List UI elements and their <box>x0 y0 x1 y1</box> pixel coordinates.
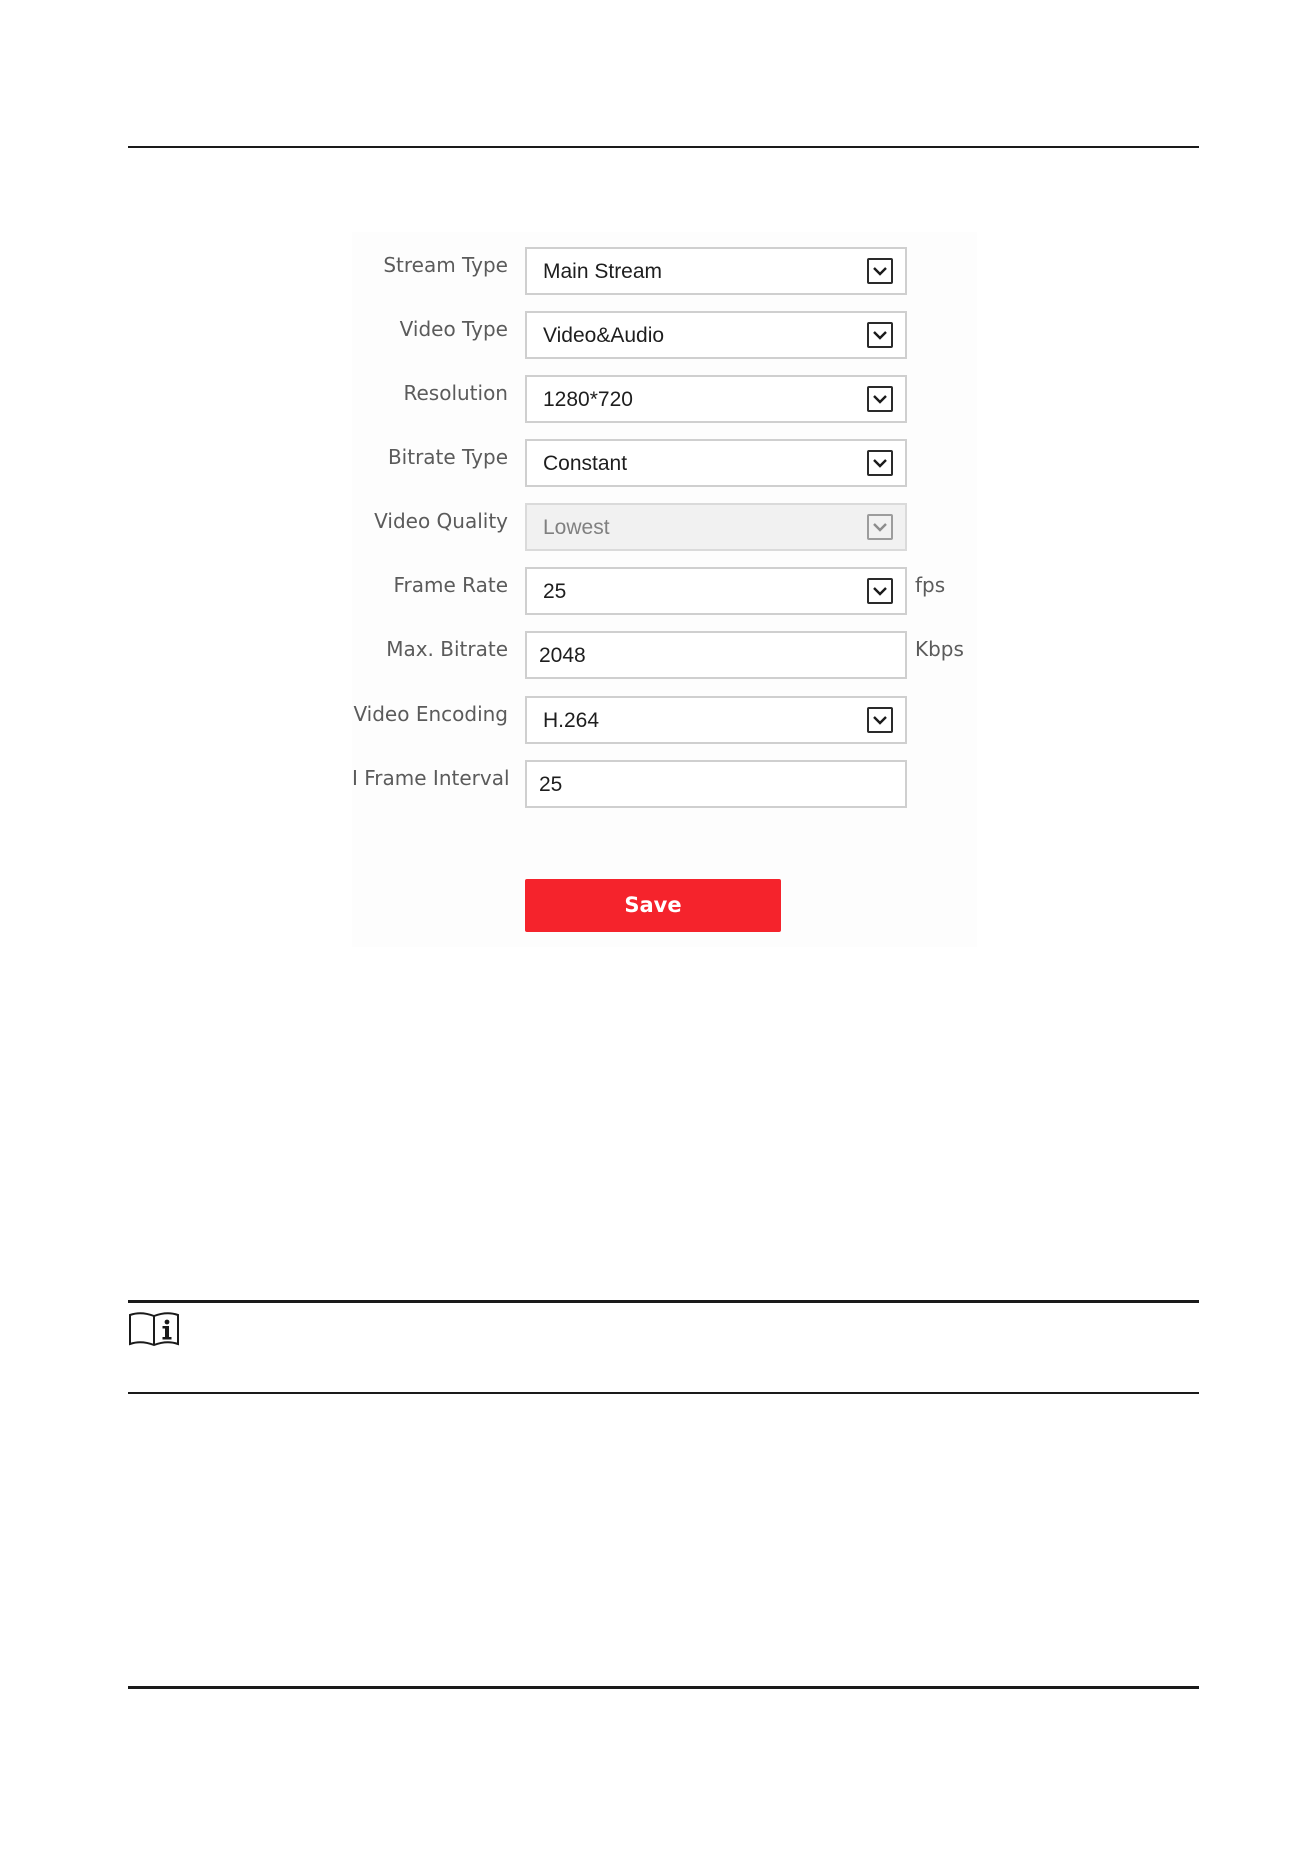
note-bottom-rule <box>128 1392 1199 1394</box>
frame-rate-label: Frame Rate <box>393 573 508 597</box>
i-frame-interval-label: I Frame Interval <box>352 766 510 790</box>
bitrate-type-select[interactable] <box>525 439 907 487</box>
video-quality-value: Lowest <box>543 516 610 539</box>
frame-rate-value: 25 <box>543 580 567 603</box>
video-encoding-select[interactable] <box>525 696 907 744</box>
header-rule <box>128 146 1199 148</box>
max-bitrate-label: Max. Bitrate <box>386 637 508 661</box>
stream-type-select[interactable] <box>525 247 907 295</box>
frame-rate-unit: fps <box>915 573 946 597</box>
i-frame-interval-row <box>352 760 977 812</box>
bitrate-type-value: Constant <box>543 452 628 475</box>
footer-rule <box>128 1686 1199 1689</box>
video-encoding-row <box>352 696 977 748</box>
chevron-down-icon[interactable] <box>867 578 893 604</box>
max-bitrate-input[interactable] <box>525 631 907 679</box>
i-frame-interval-input[interactable] <box>525 760 907 808</box>
save-button[interactable]: Save <box>525 879 781 932</box>
chevron-down-icon[interactable] <box>867 386 893 412</box>
video-type-label: Video Type <box>399 317 508 341</box>
video-quality-label: Video Quality <box>374 509 508 533</box>
video-quality-row <box>352 503 977 555</box>
stream-type-label: Stream Type <box>383 253 508 277</box>
video-type-select[interactable] <box>525 311 907 359</box>
resolution-label: Resolution <box>403 381 508 405</box>
video-quality-select <box>525 503 907 551</box>
resolution-select[interactable] <box>525 375 907 423</box>
frame-rate-row <box>352 567 977 619</box>
bitrate-type-label: Bitrate Type <box>387 445 508 469</box>
chevron-down-icon <box>867 514 893 540</box>
chevron-down-icon[interactable] <box>867 450 893 476</box>
note-top-rule <box>128 1300 1199 1303</box>
video-encoding-value: H.264 <box>543 709 600 732</box>
stream-type-value: Main Stream <box>543 260 663 283</box>
chevron-down-icon[interactable] <box>867 707 893 733</box>
resolution-value: 1280*720 <box>543 388 633 411</box>
frame-rate-select[interactable] <box>525 567 907 615</box>
i-frame-interval-value: 25 <box>539 773 563 796</box>
max-bitrate-unit: Kbps <box>915 637 964 661</box>
max-bitrate-value: 2048 <box>539 644 586 667</box>
info-book-icon <box>128 1311 180 1347</box>
chevron-down-icon[interactable] <box>867 258 893 284</box>
video-encoding-label: Video Encoding <box>353 702 508 726</box>
max-bitrate-row <box>352 631 977 683</box>
stream-type-row <box>352 247 977 299</box>
video-type-row <box>352 311 977 363</box>
resolution-row <box>352 375 977 427</box>
chevron-down-icon[interactable] <box>867 322 893 348</box>
video-settings-panel <box>352 232 977 947</box>
bitrate-type-row <box>352 439 977 491</box>
video-type-value: Video&Audio <box>543 324 665 347</box>
